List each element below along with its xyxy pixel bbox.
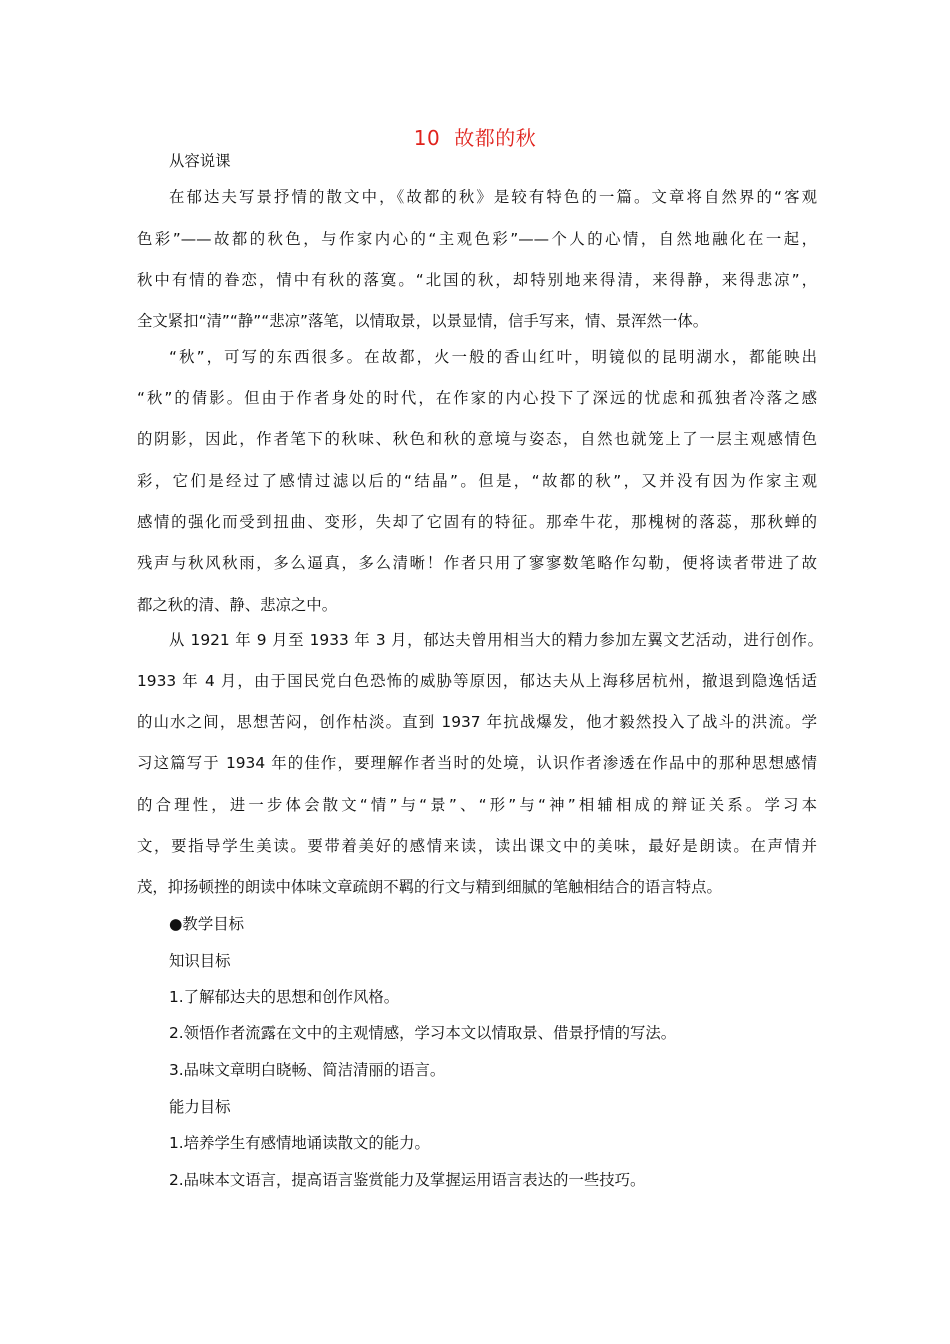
lesson-title: 故都的秋 <box>454 126 537 150</box>
paragraph-3-line-3: 的山水之间，思想苦闷，创作枯淡。直到 1937 年抗战爆发，他才毅然投入了战斗的洪流。学 <box>137 713 817 731</box>
paragraph-2-line-1: “秋”，可写的东西很多。在故都，火一般的香山红叶，明镜似的昆明湖水，都能映出 <box>169 348 817 366</box>
paragraph-2-line-3: 的阴影，因此，作者笔下的秋味、秋色和秋的意境与姿态，自然也就笼上了一层主观感情色 <box>137 430 817 448</box>
paragraph-3-line-2: 1933 年 4 月，由于国民党白色恐怖的威胁等原因，郁达夫从上海移居杭州，撤退到隐逸恬适 <box>137 672 817 690</box>
lesson-number: 10 <box>413 126 441 150</box>
paragraph-1-line-2: 色彩”——故都的秋色，与作家内心的“主观色彩”——个人的心情，自然地融化在一起， <box>137 230 817 248</box>
paragraph-2-line-2: “秋”的倩影。但由于作者身处的时代，在作家的内心投下了深远的忧虑和孤独者冷落之感 <box>137 389 817 407</box>
paragraph-3-line-7: 茂，抑扬顿挫的朗读中体味文章疏朗不羁的行文与精到细腻的笔触相结合的语言特点。 <box>137 878 722 896</box>
paragraph-1-line-4: 全文紧扣“清”“静”“悲凉”落笔，以情取景，以景显情，信手写来，情、景浑然一体。 <box>137 312 709 330</box>
ability-goal-2: 2.品味本文语言，提高语言鉴赏能力及掌握运用语言表达的一些技巧。 <box>169 1171 646 1189</box>
knowledge-goal-2: 2.领悟作者流露在文中的主观情感，学习本文以情取景、借景抒情的写法。 <box>169 1024 677 1042</box>
ability-goal-1: 1.培养学生有感情地诵读散文的能力。 <box>169 1134 430 1152</box>
knowledge-goals-heading: 知识目标 <box>169 952 231 970</box>
knowledge-goal-1: 1.了解郁达夫的思想和创作风格。 <box>169 988 400 1006</box>
paragraph-2-line-6: 残声与秋风秋雨，多么逼真，多么清晰！作者只用了寥寥数笔略作勾勒，便将读者带进了故 <box>137 554 817 572</box>
teaching-goals-heading: ●教学目标 <box>169 915 244 933</box>
paragraph-2-line-4: 彩，它们是经过了感情过滤以后的“结晶”。但是，“故都的秋”，又并没有因为作家主观 <box>137 472 817 490</box>
paragraph-3-line-6: 文，要指导学生美读。要带着美好的感情来读，读出课文中的美味，最好是朗读。在声情并 <box>137 837 817 855</box>
paragraph-3-line-4: 习这篇写于 1934 年的佳作，要理解作者当时的处境，认识作者渗透在作品中的那种思想感情 <box>137 754 817 772</box>
paragraph-2-line-5: 感情的强化而受到扭曲、变形，失却了它固有的特征。那牵牛花，那槐树的落蕊，那秋蝉的 <box>137 513 817 531</box>
knowledge-goal-3: 3.品味文章明白晓畅、简洁清丽的语言。 <box>169 1061 446 1079</box>
paragraph-3-line-1: 从 1921 年 9 月至 1933 年 3 月，郁达夫曾用相当大的精力参加左翼文艺活动，进行创作。 <box>169 631 823 649</box>
ability-goals-heading: 能力目标 <box>169 1098 231 1116</box>
document-title <box>0 124 950 152</box>
paragraph-1-line-3: 秋中有情的眷恋，情中有秋的落寞。“北国的秋，却特别地来得清，来得静，来得悲凉”， <box>137 271 817 289</box>
paragraph-2-line-7: 都之秋的清、静、悲凉之中。 <box>137 596 338 614</box>
paragraph-1-line-1: 在郁达夫写景抒情的散文中，《故都的秋》是较有特色的一篇。文章将自然界的“客观 <box>169 188 817 206</box>
paragraph-3-line-5: 的合理性，进一步体会散文“情”与“景”、“形”与“神”相辅相成的辩证关系。学习本 <box>137 796 817 814</box>
section-heading: 从容说课 <box>169 152 231 170</box>
